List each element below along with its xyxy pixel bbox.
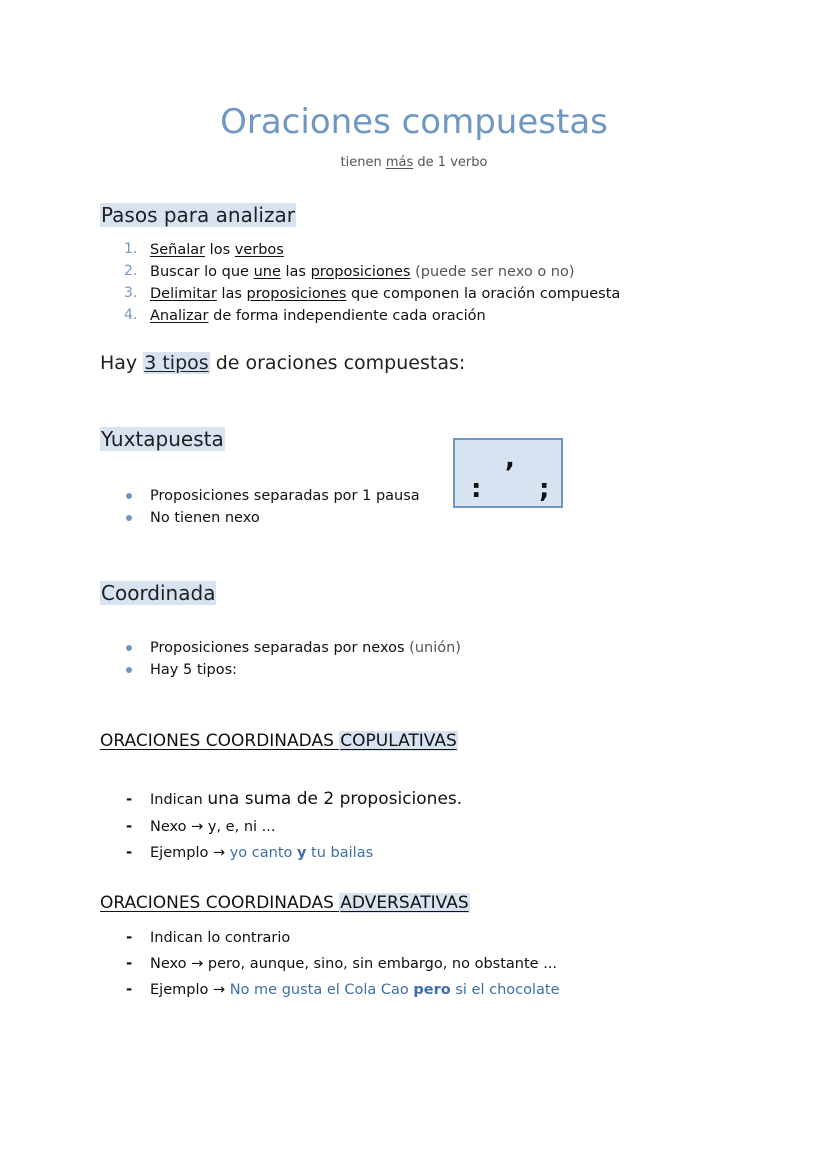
adversativas-heading (100, 891, 470, 915)
bullet-icon (126, 645, 132, 651)
yuxtapuesta-item-2: No tienen nexo (150, 510, 260, 526)
page-subtitle (0, 154, 828, 172)
coordinada-item-1 (150, 638, 461, 658)
pasos-item-part: las (280, 264, 311, 280)
pasos-item-number: 3. (124, 285, 138, 301)
pasos-item-part: Delimitar (150, 286, 217, 302)
copulativas-nexo: Nexo → y, e, ni ... (150, 819, 276, 835)
pasos-item-part: los (205, 242, 235, 258)
copulativas-indican-small: Indican (150, 792, 208, 808)
pasos-item-part: de forma independiente cada oración (208, 308, 486, 324)
subtitle-post: de 1 verbo (413, 155, 488, 170)
dash-marker: - (126, 843, 133, 861)
pasos-item-part: (puede ser nexo o no) (410, 264, 575, 280)
adversativas-indican: Indican lo contrario (150, 930, 291, 946)
yuxtapuesta-item-1: Proposiciones separadas por 1 pausa (150, 488, 420, 504)
pasos-item-4 (150, 306, 486, 326)
dash-marker: - (126, 928, 133, 946)
pasos-item-part: Analizar (150, 308, 209, 324)
adversativas-ejemplo-label: Ejemplo → (150, 982, 230, 998)
copulativas-heading-highlight: COPULATIVAS (340, 731, 457, 751)
pasos-item-part: proposiciones (246, 286, 347, 302)
pasos-item-2 (150, 262, 575, 282)
dash-marker: - (126, 790, 133, 808)
semicolon-glyph: ; (539, 474, 550, 504)
copulativas-heading-pre: ORACIONES COORDINADAS (100, 731, 340, 751)
coordinada-item-1-extra: (unión) (404, 640, 461, 656)
bullet-icon (126, 493, 132, 499)
coordinada-heading (100, 579, 216, 607)
pasos-item-part: Señalar (150, 242, 206, 258)
yuxtapuesta-heading-text: Yuxtapuesta (101, 427, 224, 451)
subtitle-underlined: más (385, 155, 414, 170)
copulativas-ejemplo-label: Ejemplo → (150, 845, 230, 861)
copulativas-ejemplo-nexo: y (297, 845, 307, 861)
comma-glyph: , (505, 444, 515, 474)
pasos-item-part: proposiciones (310, 264, 411, 280)
adversativas-ejemplo (150, 980, 560, 1000)
coordinada-item-2: Hay 5 tipos: (150, 662, 238, 678)
copulativas-ejemplo-a: yo canto (229, 845, 297, 861)
pasos-item-number: 4. (124, 307, 138, 323)
pasos-item-number: 2. (124, 263, 138, 279)
adversativas-heading-pre: ORACIONES COORDINADAS (100, 893, 340, 913)
dash-marker: - (126, 817, 133, 835)
bullet-icon (126, 667, 132, 673)
pasos-item-3 (150, 284, 620, 304)
tipos-line (100, 349, 465, 377)
pasos-item-part: verbos (234, 242, 284, 258)
pasos-heading-text: Pasos para analizar (101, 203, 295, 227)
adversativas-ejemplo-nexo: pero (413, 982, 451, 998)
copulativas-heading (100, 729, 458, 753)
dash-marker: - (126, 954, 133, 972)
yuxtapuesta-heading (100, 425, 225, 453)
pasos-item-part: que componen la oración compuesta (346, 286, 621, 302)
adversativas-ejemplo-a: No me gusta el Cola Cao (229, 982, 414, 998)
pasos-item-part: une (253, 264, 281, 280)
pasos-item-1 (150, 240, 284, 260)
bullet-icon (126, 515, 132, 521)
adversativas-nexo: Nexo → pero, aunque, sino, sin embargo, no obstante ... (150, 956, 558, 972)
coordinada-heading-text: Coordinada (101, 581, 216, 605)
copulativas-ejemplo (150, 843, 373, 863)
dash-marker: - (126, 980, 133, 998)
colon-glyph: : (471, 474, 482, 504)
coordinada-item-1-main: Proposiciones separadas por nexos (150, 640, 405, 656)
adversativas-heading-highlight: ADVERSATIVAS (340, 893, 469, 913)
pasos-item-part: las (216, 286, 247, 302)
tipos-pre: Hay (100, 352, 144, 374)
copulativas-indican-big: una suma de 2 proposiciones. (207, 789, 463, 809)
adversativas-ejemplo-c: si el chocolate (450, 982, 560, 998)
pasos-heading (100, 201, 296, 229)
tipos-post: de oraciones compuestas: (209, 352, 466, 374)
copulativas-ejemplo-c: tu bailas (306, 845, 374, 861)
punctuation-box (453, 438, 563, 508)
pasos-item-number: 1. (124, 241, 138, 257)
page-title: Oraciones compuestas (220, 102, 608, 142)
tipos-highlight: 3 tipos (144, 352, 209, 374)
pasos-item-part: Buscar lo que (150, 264, 254, 280)
subtitle-pre: tienen (340, 155, 386, 170)
copulativas-indican (150, 789, 462, 810)
